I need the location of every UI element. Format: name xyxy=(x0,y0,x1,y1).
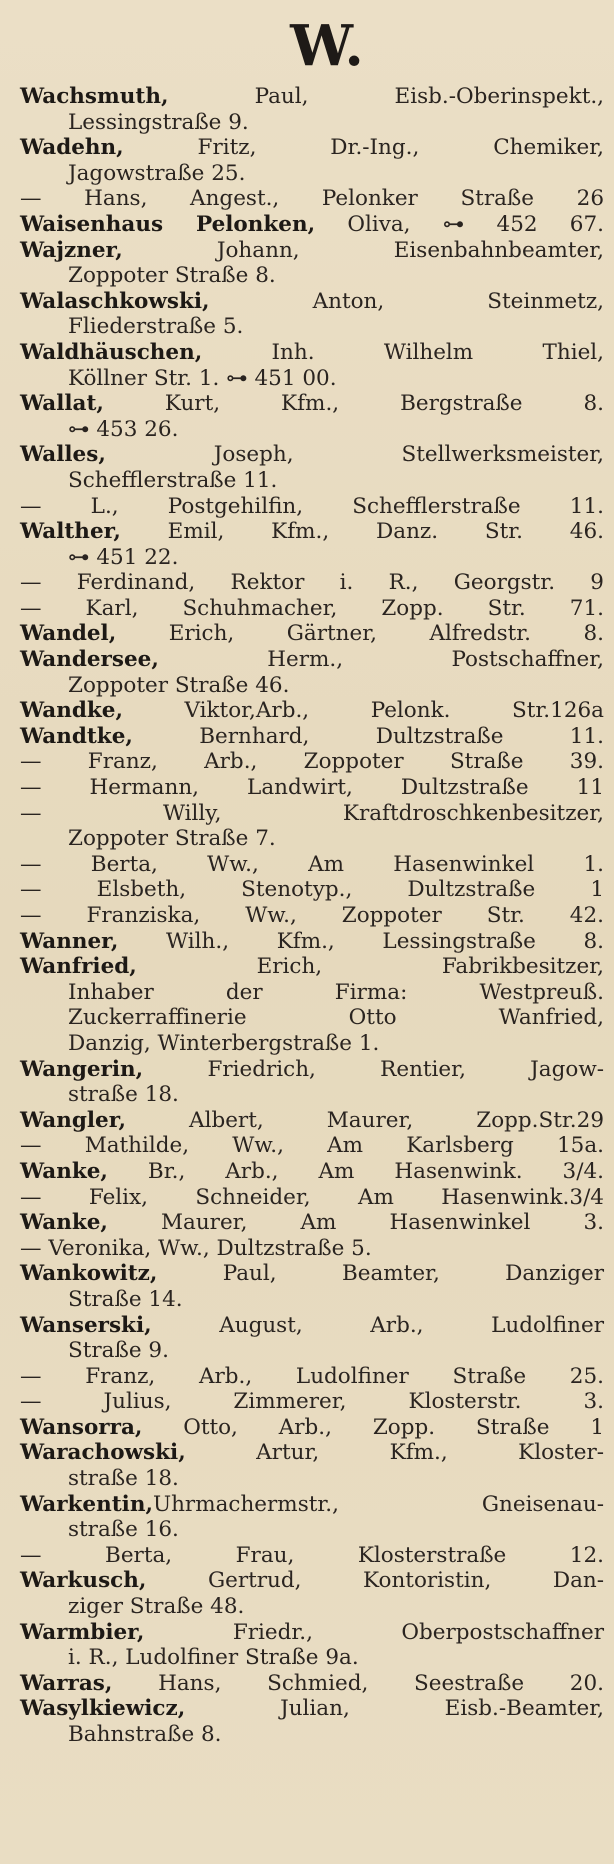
entry-text: Herm., Postschaffner, xyxy=(158,647,604,673)
entry-line xyxy=(20,1057,604,1083)
entry-line xyxy=(20,1492,604,1518)
entry-text: Straße 9. xyxy=(68,1338,169,1364)
entry-line xyxy=(20,186,604,212)
entry-text: — Ferdinand, Rektor i. R., Georgstr. 9 xyxy=(20,570,604,596)
entry-text: ⊶ 453 26. xyxy=(68,416,179,442)
entry-text: Joseph, Stellwerksmeister, xyxy=(105,442,604,468)
entry-continuation-line xyxy=(20,1338,604,1364)
entry-text: Viktor,Arb., Pelonk. Str.126a xyxy=(122,698,604,724)
entry-line xyxy=(20,1440,604,1466)
entry-line xyxy=(20,1108,604,1134)
entry-text: ⊶ 451 22. xyxy=(68,544,179,570)
directory-entry xyxy=(20,698,604,724)
entry-text: Br., Arb., Am Hasenwink. 3/4. xyxy=(107,1158,604,1184)
entry-surname: Wanner, xyxy=(20,928,119,954)
entry-line xyxy=(20,1364,604,1390)
entry-text: — Franz, Arb., Ludolfiner Straße 25. xyxy=(20,1363,604,1389)
directory-entry xyxy=(20,1415,604,1441)
entry-line xyxy=(20,647,604,673)
entry-line xyxy=(20,289,604,315)
entry-line xyxy=(20,1671,604,1697)
directory-entry xyxy=(20,1261,604,1312)
directory-entry xyxy=(20,1364,604,1390)
entry-surname: Wandersee, xyxy=(20,647,159,673)
entry-text: Julian, Eisb.-Beamter, xyxy=(185,1696,604,1722)
entry-line xyxy=(20,340,604,366)
directory-entry xyxy=(20,1620,604,1671)
entry-continuation-line xyxy=(20,1287,604,1313)
entry-line xyxy=(20,749,604,775)
entry-text: Paul, Beamter, Danziger xyxy=(157,1261,604,1287)
entry-text: Danzig, Winterbergstraße 1. xyxy=(68,1030,380,1056)
directory-entry xyxy=(20,1389,604,1415)
entry-text: Inh. Wilhelm Thiel, xyxy=(202,339,604,365)
entry-text: Bernhard, Dultzstraße 11. xyxy=(132,723,604,749)
entry-surname: Waldhäuschen, xyxy=(20,339,203,365)
directory-entry xyxy=(20,1133,604,1159)
entry-continuation-line xyxy=(20,468,604,494)
entry-continuation-line xyxy=(20,1466,604,1492)
entry-text: — Julius, Zimmerer, Klosterstr. 3. xyxy=(20,1389,604,1415)
entry-text: Friedr., Oberpostschaffner xyxy=(144,1619,604,1645)
directory-entry xyxy=(20,877,604,903)
entry-text: Straße 14. xyxy=(68,1286,183,1312)
entry-line xyxy=(20,954,604,980)
directory-entry xyxy=(20,1543,604,1569)
entry-continuation-line xyxy=(20,110,604,136)
directory-entry xyxy=(20,749,604,775)
entry-text: Fliederstraße 5. xyxy=(68,314,244,340)
directory-entry xyxy=(20,1313,604,1364)
entry-text: Jagowstraße 25. xyxy=(68,160,246,186)
directory-entry xyxy=(20,340,604,391)
entry-line xyxy=(20,238,604,264)
directory-entry xyxy=(20,1185,604,1211)
directory-entry xyxy=(20,1568,604,1619)
entry-text: Gertrud, Kontoristin, Dan- xyxy=(146,1568,604,1594)
entry-surname: Walaschkowski, xyxy=(20,288,210,314)
entry-text: Erich, Fabrikbesitzer, xyxy=(136,954,604,980)
directory-entry xyxy=(20,596,604,622)
entry-text: — Berta, Ww., Am Hasenwinkel 1. xyxy=(20,851,604,877)
entry-text: Zoppoter Straße 46. xyxy=(68,672,290,698)
entry-line xyxy=(20,212,604,238)
entry-line xyxy=(20,1415,604,1441)
entry-text: straße 16. xyxy=(68,1517,179,1543)
entry-surname: Wallat, xyxy=(20,391,104,417)
entry-continuation-line xyxy=(20,1005,604,1031)
entry-line xyxy=(20,1159,604,1185)
section-letter-heading: W. xyxy=(290,13,364,79)
entry-line xyxy=(20,135,604,161)
entry-surname: Warmbier, xyxy=(20,1619,145,1645)
entry-surname: Wansorra, xyxy=(20,1414,143,1440)
entry-line xyxy=(20,621,604,647)
entry-text: Oliva, ⊶ 452 67. xyxy=(315,211,604,237)
directory-entry xyxy=(20,929,604,955)
entry-text: Anton, Steinmetz, xyxy=(209,288,604,314)
entry-text: Uhrmachermstr., Gneisenau- xyxy=(152,1491,604,1517)
entry-continuation-line xyxy=(20,673,604,699)
entry-text: Bahnstraße 8. xyxy=(68,1722,222,1747)
entry-text: — Karl, Schuhmacher, Zopp. Str. 71. xyxy=(20,595,604,621)
entry-surname: Wandel, xyxy=(20,621,117,647)
entry-line xyxy=(20,1261,604,1287)
directory-entry xyxy=(20,238,604,289)
directory-entry xyxy=(20,1159,604,1185)
directory-entry xyxy=(20,212,604,238)
entry-text: — Mathilde, Ww., Am Karlsberg 15a. xyxy=(20,1133,604,1159)
entry-text: Hans, Schmied, Seestraße 20. xyxy=(112,1670,604,1696)
entry-text: i. R., Ludolfiner Straße 9a. xyxy=(68,1645,359,1671)
entry-surname: Wandke, xyxy=(20,698,123,724)
entry-surname: Wasylkiewicz, xyxy=(20,1696,186,1722)
entry-line xyxy=(20,1696,604,1722)
entry-text: Johann, Eisenbahnbeamter, xyxy=(122,237,604,263)
entry-line xyxy=(20,903,604,929)
directory-entry xyxy=(20,1210,604,1236)
entry-text: Artur, Kfm., Kloster- xyxy=(185,1440,604,1466)
entry-line xyxy=(20,1543,604,1569)
entry-line xyxy=(20,1133,604,1159)
entry-continuation-line xyxy=(20,417,604,443)
entry-line xyxy=(20,801,604,827)
entry-continuation-line xyxy=(20,263,604,289)
directory-entry xyxy=(20,954,604,1056)
entry-text: straße 18. xyxy=(68,1466,179,1492)
entry-text: Maurer, Am Hasenwinkel 3. xyxy=(107,1210,604,1236)
entry-continuation-line xyxy=(20,161,604,187)
entry-text: Köllner Str. 1. ⊶ 451 00. xyxy=(68,365,337,391)
entry-text: Otto, Arb., Zopp. Straße 1 xyxy=(142,1414,604,1440)
entry-line xyxy=(20,1313,604,1339)
entry-line xyxy=(20,1210,604,1236)
entry-continuation-line xyxy=(20,1722,604,1748)
entry-continuation-line xyxy=(20,545,604,571)
directory-entry xyxy=(20,186,604,212)
entry-text: — Franz, Arb., Zoppoter Straße 39. xyxy=(20,749,604,775)
entry-line xyxy=(20,929,604,955)
directory-entry xyxy=(20,1440,604,1491)
entry-text: Friedrich, Rentier, Jagow- xyxy=(143,1056,604,1082)
entry-line xyxy=(20,1620,604,1646)
entry-text: — Elsbeth, Stenotyp., Dultzstraße 1 xyxy=(20,877,604,903)
entry-line xyxy=(20,519,604,545)
entry-text: Zoppoter Straße 7. xyxy=(68,826,276,852)
entry-text: Zoppoter Straße 8. xyxy=(68,263,276,289)
entry-continuation-line xyxy=(20,314,604,340)
entry-text: — Hans, Angest., Pelonker Straße 26 xyxy=(20,186,604,212)
entry-surname: Wankowitz, xyxy=(20,1261,158,1287)
entry-surname: Warkentin, xyxy=(20,1491,153,1517)
entry-text: — Hermann, Landwirt, Dultzstraße 11 xyxy=(20,775,604,801)
entry-line xyxy=(20,442,604,468)
entry-surname: Wachsmuth, xyxy=(20,84,169,109)
directory-entry xyxy=(20,1108,604,1134)
entry-text: Wilh., Kfm., Lessingstraße 8. xyxy=(118,928,604,954)
entry-line xyxy=(20,1389,604,1415)
directory-entry xyxy=(20,494,604,520)
directory-entry xyxy=(20,1492,604,1543)
entry-line xyxy=(20,877,604,903)
entry-continuation-line xyxy=(20,1082,604,1108)
directory-entry xyxy=(20,442,604,493)
entry-surname: Warachowski, xyxy=(20,1440,186,1466)
entry-line xyxy=(20,84,604,110)
entry-line xyxy=(20,570,604,596)
entry-text: — Felix, Schneider, Am Hasenwink.3/4 xyxy=(20,1184,604,1210)
entry-surname: Wanserski, xyxy=(20,1312,152,1338)
entry-text: Lessingstraße 9. xyxy=(68,109,249,135)
directory-entry xyxy=(20,1236,604,1262)
entry-text: Fritz, Dr.-Ing., Chemiker, xyxy=(123,135,604,161)
entry-continuation-line xyxy=(20,980,604,1006)
entry-line xyxy=(20,1568,604,1594)
directory-entry xyxy=(20,519,604,570)
entry-text: — Berta, Frau, Klosterstraße 12. xyxy=(20,1542,604,1568)
entry-surname: Warkusch, xyxy=(20,1568,147,1594)
directory-entry xyxy=(20,852,604,878)
entry-surname: Walles, xyxy=(20,442,106,468)
directory-entry xyxy=(20,570,604,596)
entry-continuation-line xyxy=(20,1645,604,1671)
directory-entry xyxy=(20,135,604,186)
entry-continuation-line xyxy=(20,1517,604,1543)
directory-entry xyxy=(20,775,604,801)
entry-surname: Wanfried, xyxy=(20,954,137,980)
entry-surname: Wanke, xyxy=(20,1158,108,1184)
directory-entry xyxy=(20,621,604,647)
entry-text: August, Arb., Ludolfiner xyxy=(151,1312,604,1338)
directory-entry xyxy=(20,289,604,340)
entry-text: Paul, Eisb.-Oberinspekt., xyxy=(168,84,604,109)
directory-entry xyxy=(20,647,604,698)
entry-surname: Wanke, xyxy=(20,1210,108,1236)
entry-surname: Wangerin, xyxy=(20,1056,144,1082)
entry-text: Erich, Gärtner, Alfredstr. 8. xyxy=(116,621,604,647)
entry-line xyxy=(20,391,604,417)
entry-line xyxy=(20,494,604,520)
entry-surname: Wajzner, xyxy=(20,237,123,263)
entry-line xyxy=(20,596,604,622)
entry-text: — Veronika, Ww., Dultzstraße 5. xyxy=(20,1235,372,1261)
directory-entries xyxy=(20,84,604,1748)
entry-continuation-line xyxy=(20,1031,604,1057)
entry-text: Inhaber der Firma: Westpreuß. xyxy=(68,979,604,1005)
entry-text: straße 18. xyxy=(68,1082,179,1108)
entry-continuation-line xyxy=(20,366,604,392)
entry-surname: Waisenhaus Pelonken, xyxy=(20,211,316,237)
entry-text: — L., Postgehilfin, Schefflerstraße 11. xyxy=(20,493,604,519)
directory-entry xyxy=(20,1671,604,1697)
directory-entry xyxy=(20,1696,604,1747)
entry-line xyxy=(20,698,604,724)
entry-text: Emil, Kfm., Danz. Str. 46. xyxy=(120,519,604,545)
entry-line xyxy=(20,724,604,750)
entry-surname: Walther, xyxy=(20,519,121,545)
entry-continuation-line xyxy=(20,826,604,852)
directory-entry xyxy=(20,724,604,750)
entry-surname: Wadehn, xyxy=(20,135,124,161)
entry-surname: Wandtke, xyxy=(20,723,133,749)
entry-surname: Warras, xyxy=(20,1670,113,1696)
entry-text: Albert, Maurer, Zopp.Str.29 xyxy=(125,1107,604,1133)
entry-text: — Franziska, Ww., Zoppoter Str. 42. xyxy=(20,903,604,928)
entry-line xyxy=(20,852,604,878)
directory-entry xyxy=(20,801,604,852)
directory-entry xyxy=(20,1057,604,1108)
entry-surname: Wangler, xyxy=(20,1107,126,1133)
entry-text: Schefflerstraße 11. xyxy=(68,467,278,493)
directory-entry xyxy=(20,84,604,135)
entry-text: ziger Straße 48. xyxy=(68,1594,245,1620)
entry-line xyxy=(20,1185,604,1211)
entry-text: Kurt, Kfm., Bergstraße 8. xyxy=(103,391,604,417)
entry-continuation-line xyxy=(20,1594,604,1620)
directory-entry xyxy=(20,903,604,929)
entry-line xyxy=(20,1236,604,1262)
entry-text: Zuckerraffinerie Otto Wanfried, xyxy=(68,1005,604,1031)
entry-text: — Willy, Kraftdroschkenbesitzer, xyxy=(20,800,604,826)
directory-entry xyxy=(20,391,604,442)
entry-line xyxy=(20,775,604,801)
